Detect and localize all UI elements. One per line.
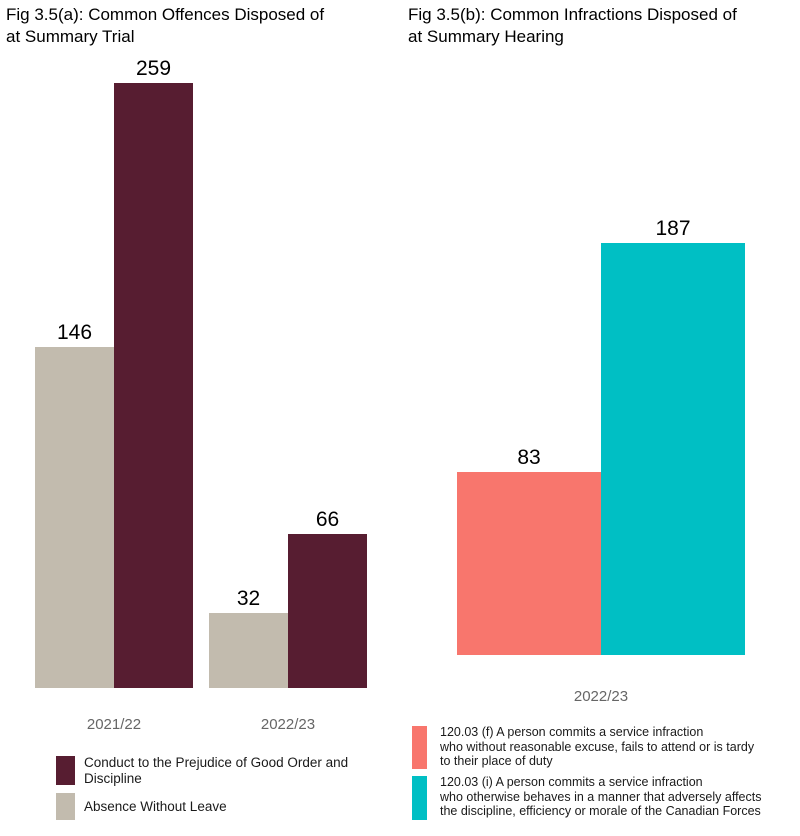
legend-swatch-absence-without-leave [56, 793, 75, 820]
bar-value-label: 83 [517, 446, 541, 469]
chart-a-title [6, 4, 398, 48]
legend-label-line: Discipline [84, 771, 142, 786]
chart-b-title-line1: Fig 3.5(b): Common Infractions Disposed of [408, 5, 737, 24]
legend-label-line: the discipline, efficiency or morale of the Canadian Forces [440, 804, 761, 819]
legend-label-absence-without-leave [84, 799, 396, 815]
legend-label-conduct-prejudice [84, 755, 396, 787]
legend-label-line: 120.03 (i) A person commits a service infraction [440, 775, 703, 789]
chart-a-title-line2: at Summary Trial [6, 27, 135, 46]
bar-value-label: 146 [56, 321, 93, 344]
legend-swatch-infraction-120-03-i [412, 776, 427, 820]
x-axis-tick-label: 2022/23 [260, 716, 316, 733]
bar-chart0-2021/22-s1 [35, 347, 114, 688]
legend-label-infraction-120-03-i [440, 775, 796, 819]
bar-chart0-2021/22-s0 [114, 83, 193, 688]
legend-label-line: Absence Without Leave [84, 799, 227, 814]
bar-value-label: 66 [315, 508, 340, 531]
bar-value-label: 259 [135, 57, 172, 80]
x-axis-tick-label: 2022/23 [573, 688, 629, 705]
legend-label-line: 120.03 (f) A person commits a service infraction [440, 725, 704, 739]
bar-chart1-2022/23-s1 [601, 243, 745, 655]
legend-label-line: Conduct to the Prejudice of Good Order and [84, 755, 349, 770]
chart-b-title-line2: at Summary Hearing [408, 27, 564, 46]
legend-swatch-conduct-prejudice [56, 756, 75, 785]
chart-a-title-line1: Fig 3.5(a): Common Offences Disposed of [6, 5, 325, 24]
bar-chart1-2022/23-s0 [457, 472, 601, 655]
bar-value-label: 187 [655, 217, 691, 240]
legend-label-infraction-120-03-f [440, 725, 796, 769]
bar-chart0-2022/23-s0 [288, 534, 367, 688]
legend-label-line: who without reasonable excuse, fails to attend or is tardy [440, 739, 755, 754]
x-axis-tick-label: 2021/22 [86, 716, 142, 733]
bar-value-label: 32 [236, 587, 261, 610]
legend-label-line: who otherwise behaves in a manner that adversely affects [440, 789, 762, 804]
bar-chart0-2022/23-s1 [209, 613, 288, 688]
legend-label-line: to their place of duty [440, 754, 553, 769]
chart-b-title [408, 4, 800, 48]
legend-swatch-infraction-120-03-f [412, 726, 427, 769]
